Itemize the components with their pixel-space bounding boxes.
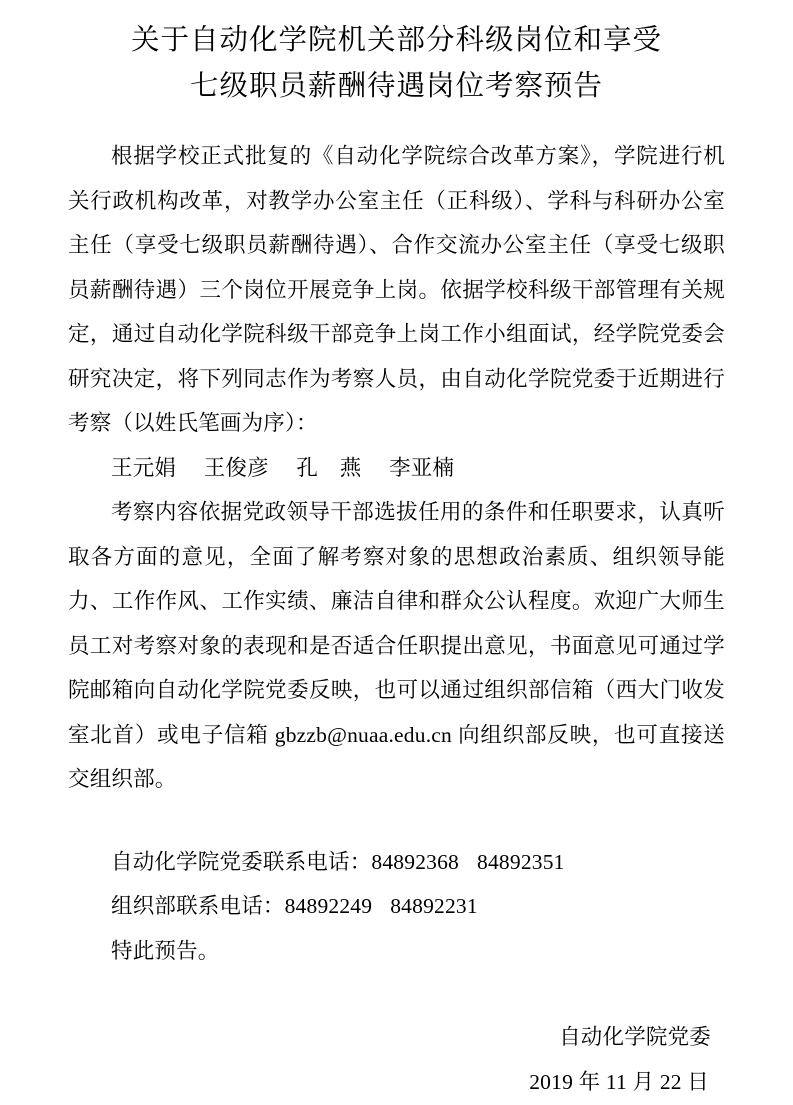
page-title xyxy=(68,18,725,110)
signature-date: 2019 年 11 月 22 日 xyxy=(529,1069,709,1094)
contact-label-college: 自动化学院党委联系电话： xyxy=(111,849,372,874)
contact-block xyxy=(68,840,725,974)
title-line-1: 关于自动化学院机关部分科级岗位和享受 xyxy=(130,25,662,56)
candidate-name: 李亚楠 xyxy=(389,455,455,480)
contact-line-org xyxy=(68,884,725,929)
paragraph-2-part-1: 考察内容依据党政领导干部选拔任用的条件和任职要求，认真听取各方面的意见，全面了解考察对象的思想政治素质、组织领导能力、工作作风、工作实绩、廉洁自律和群众公认程度。欢迎广大师生员工对考察对象的表现和是否适合任职提出意见，书面意见可通过学院邮箱向自动化学院党委反映，也可以通过组织部信箱（西大门收发室北首）或电子信箱 xyxy=(68,500,725,747)
signature-block xyxy=(68,1015,725,1104)
paragraph-2 xyxy=(68,490,725,802)
contact-phone-org-2: 84892231 xyxy=(390,894,478,918)
email-address: gbzzb@nuaa.edu.cn xyxy=(274,722,452,747)
contact-phone-org-1: 84892249 xyxy=(284,894,373,918)
contact-phone-college-2: 84892351 xyxy=(477,849,565,874)
candidate-name: 王俊彦 xyxy=(203,455,269,480)
contact-phone-college-1: 84892368 xyxy=(371,849,460,874)
signature-org: 自动化学院党委 xyxy=(559,1025,711,1049)
document-body xyxy=(68,134,725,1104)
contact-line-college xyxy=(68,840,725,885)
paragraph-1: 根据学校正式批复的《自动化学院综合改革方案》，学院进行机关行政机构改革，对教学办公室主任（正科级）、学科与科研办公室主任（享受七级职员薪酬待遇）、合作交流办公室主任（享受七级职员薪酬待遇）三个岗位开展竞争上岗。依据学校科级干部管理有关规定，通过自动化学院科级干部竞争上岗工作小组面试，经学院党委会研究决定，将下列同志作为考察人员，由自动化学院党委于近期进行考察（以姓氏笔画为序）： xyxy=(68,144,725,435)
candidate-name: 王元娟 xyxy=(111,455,177,480)
candidate-names xyxy=(68,446,725,491)
paragraph-2-part-2: 向组织部反映，也可直接送交组织部。 xyxy=(68,722,725,791)
contact-label-org: 组织部联系电话： xyxy=(111,894,285,918)
title-line-2: 七级职员薪酬待遇岗位考察预告 xyxy=(189,71,603,102)
candidate-name: 孔 燕 xyxy=(296,455,362,480)
notice-line: 特此预告。 xyxy=(111,938,220,963)
